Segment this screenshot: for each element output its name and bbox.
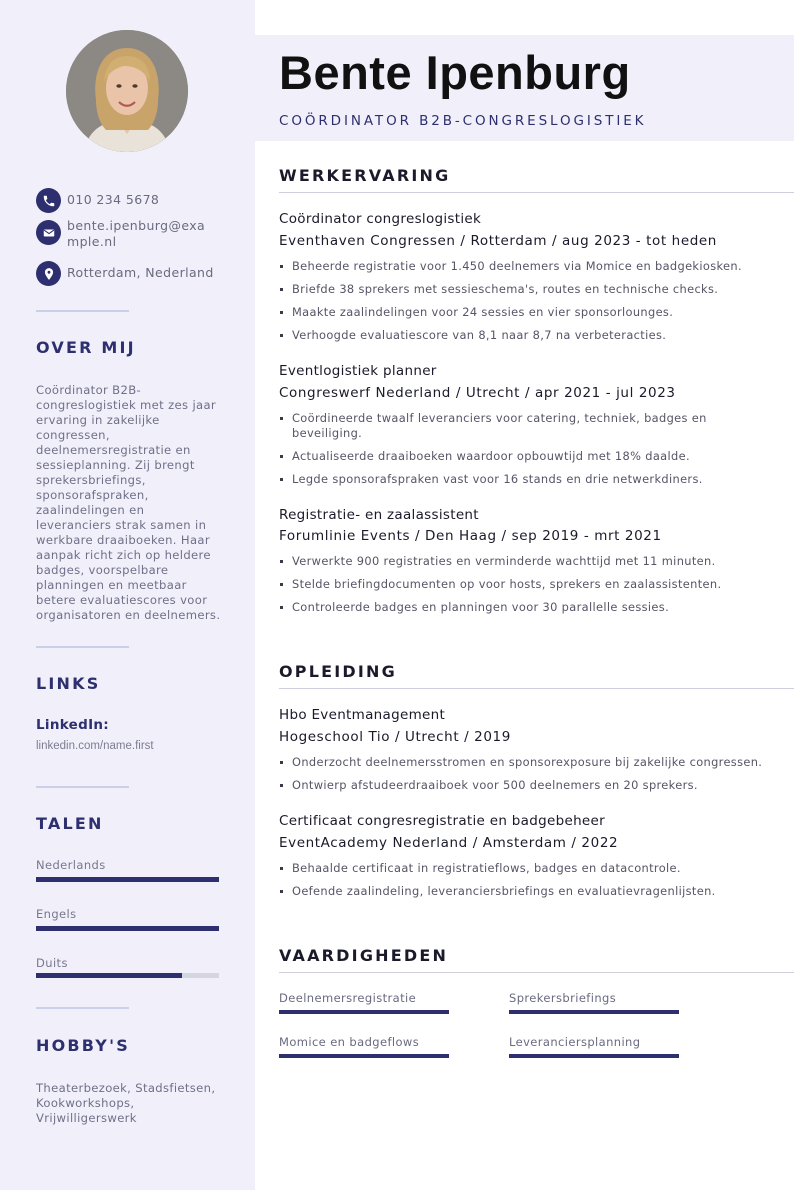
language-level-bar bbox=[36, 973, 219, 978]
contact-email bbox=[36, 220, 217, 250]
hobbies-text: Theaterbezoek, Stadsfietsen, Kookworkshops, Vrijwilligerswerk bbox=[36, 1081, 216, 1125]
sidebar bbox=[0, 0, 255, 1190]
job-bullets bbox=[279, 554, 779, 623]
skill-label: Momice en badgeflows bbox=[279, 1035, 420, 1049]
list-item: Behaalde certificaat in registratieflows, badges en datacontrole. bbox=[279, 861, 779, 876]
about-heading: OVER MIJ bbox=[36, 338, 136, 357]
contact-phone bbox=[36, 188, 159, 213]
skills-heading: VAARDIGHEDEN bbox=[279, 946, 449, 965]
skill-label: Deelnemersregistratie bbox=[279, 991, 417, 1005]
education-bullets bbox=[279, 861, 779, 907]
hobbies-heading: HOBBY'S bbox=[36, 1036, 130, 1055]
job-title-entry: Eventlogistiek planner bbox=[279, 363, 437, 379]
job-employer-entry: Forumlinie Events / Den Haag / sep 2019 - mrt 2021 bbox=[279, 528, 662, 544]
list-item: Verwerkte 900 registraties en verminderde wachttijd met 11 minuten. bbox=[279, 554, 779, 569]
skill-bar bbox=[509, 1010, 679, 1014]
education-title-entry: Hbo Eventmanagement bbox=[279, 707, 446, 723]
links-heading: LINKS bbox=[36, 674, 101, 693]
language-level-bar bbox=[36, 926, 219, 931]
language-name: Duits bbox=[36, 956, 68, 970]
list-item: Verhoogde evaluatiescore van 8,1 naar 8,7 na verbeteracties. bbox=[279, 328, 779, 343]
list-item: Stelde briefingdocumenten op voor hosts, sprekers en zaalassistenten. bbox=[279, 577, 779, 592]
education-bullets bbox=[279, 755, 779, 801]
skill-label: Leveranciersplanning bbox=[509, 1035, 641, 1049]
job-title-entry: Coördinator congreslogistiek bbox=[279, 211, 482, 227]
experience-heading: WERKERVARING bbox=[279, 166, 451, 185]
phone-icon bbox=[36, 188, 61, 213]
list-item: Actualiseerde draaiboeken waardoor opbouwtijd met 18% daalde. bbox=[279, 449, 779, 464]
location-text: Rotterdam, Nederland bbox=[67, 265, 214, 280]
contact-location bbox=[36, 261, 214, 286]
job-employer-entry: Eventhaven Congressen / Rotterdam / aug 2023 - tot heden bbox=[279, 233, 717, 249]
job-title: COÖRDINATOR B2B-CONGRESLOGISTIEK bbox=[279, 113, 647, 129]
section-divider bbox=[279, 972, 794, 973]
list-item: Coördineerde twaalf leveranciers voor catering, techniek, badges en beveiliging. bbox=[279, 411, 779, 441]
main-content bbox=[255, 0, 794, 1190]
sidebar-divider bbox=[36, 310, 129, 312]
job-title-entry: Registratie- en zaalassistent bbox=[279, 507, 479, 523]
sidebar-divider bbox=[36, 646, 129, 648]
language-name: Nederlands bbox=[36, 858, 106, 872]
linkedin-link[interactable]: linkedin.com/name.first bbox=[36, 740, 154, 752]
candidate-name: Bente Ipenburg bbox=[279, 46, 631, 99]
email-address[interactable]: bente.ipenburg@example.nl bbox=[67, 218, 206, 249]
header-band bbox=[255, 35, 794, 141]
location-pin-icon bbox=[36, 261, 61, 286]
list-item: Briefde 38 sprekers met sessieschema's, routes en technische checks. bbox=[279, 282, 779, 297]
phone-number: 010 234 5678 bbox=[67, 192, 160, 207]
skill-bar bbox=[509, 1054, 679, 1058]
education-heading: OPLEIDING bbox=[279, 662, 397, 681]
job-employer-entry: Congreswerf Nederland / Utrecht / apr 2021 - jul 2023 bbox=[279, 385, 676, 401]
list-item: Maakte zaalindelingen voor 24 sessies en vier sponsorlounges. bbox=[279, 305, 779, 320]
job-bullets bbox=[279, 259, 779, 351]
education-school-entry: Hogeschool Tio / Utrecht / 2019 bbox=[279, 729, 511, 745]
language-name: Engels bbox=[36, 907, 77, 921]
skill-bar bbox=[279, 1010, 449, 1014]
skill-bar bbox=[279, 1054, 449, 1058]
section-divider bbox=[279, 192, 794, 193]
job-bullets bbox=[279, 411, 779, 495]
list-item: Legde sponsorafspraken vast voor 16 stands en drie netwerkdiners. bbox=[279, 472, 779, 487]
list-item: Onderzocht deelnemersstromen en sponsorexposure bij zakelijke congressen. bbox=[279, 755, 779, 770]
sidebar-divider bbox=[36, 786, 129, 788]
list-item: Ontwierp afstudeerdraaiboek voor 500 deelnemers en 20 sprekers. bbox=[279, 778, 779, 793]
language-level-bar bbox=[36, 877, 219, 882]
education-school-entry: EventAcademy Nederland / Amsterdam / 2022 bbox=[279, 835, 619, 851]
list-item: Beheerde registratie voor 1.450 deelnemers via Momice en badgekiosken. bbox=[279, 259, 779, 274]
sidebar-divider bbox=[36, 1007, 129, 1009]
section-divider bbox=[279, 688, 794, 689]
about-text: Coördinator B2B-congreslogistiek met zes jaar ervaring in zakelijke congressen, deelnemersregistratie en sessieplanning. Zij brengt sprekersbriefings, sponsorafspraken, zaalindelingen en leveranciers strak samen in werkbare draaiboeken. Haar aanpak richt zich op heldere badges, voorspelbare planningen en meetbaar betere evaluatiescores voor organisatoren en deelnemers. bbox=[36, 383, 221, 622]
education-title-entry: Certificaat congresregistratie en badgebeheer bbox=[279, 813, 605, 829]
languages-heading: TALEN bbox=[36, 814, 104, 833]
email-icon bbox=[36, 220, 61, 245]
profile-photo bbox=[66, 30, 188, 152]
skill-label: Sprekersbriefings bbox=[509, 991, 617, 1005]
list-item: Controleerde badges en planningen voor 30 parallelle sessies. bbox=[279, 600, 779, 615]
list-item: Oefende zaalindeling, leveranciersbriefings en evaluatievragenlijsten. bbox=[279, 884, 779, 899]
linkedin-label: LinkedIn: bbox=[36, 717, 110, 733]
